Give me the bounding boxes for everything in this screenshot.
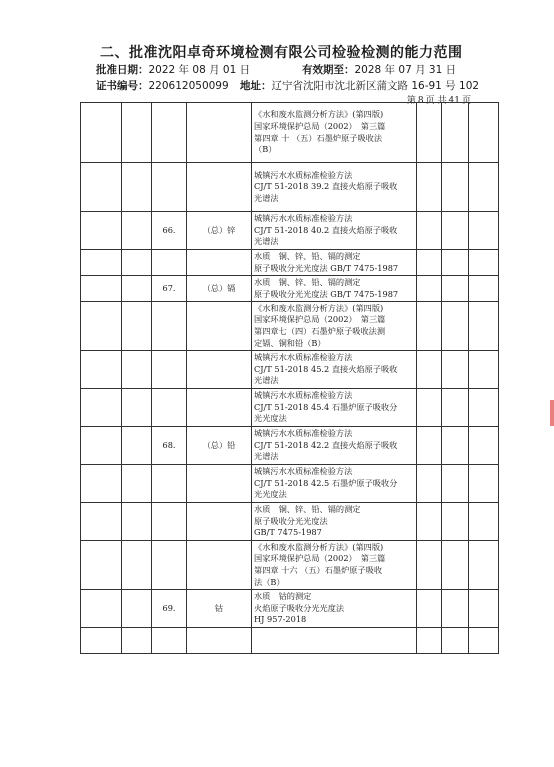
row-method [252,103,417,163]
table-row [81,541,499,590]
method-line: 光谱法 [254,192,279,203]
method-line: 水质 铜、锌、铅、镉的测定 [254,504,361,515]
certificate-number-label: 证书编号： [96,80,149,92]
certificate-number [96,78,229,93]
empty-cell [122,351,152,389]
row-method [252,250,417,276]
row-number [152,389,187,427]
valid-until-label: 有效期至： [302,64,355,76]
empty-cell [417,628,442,654]
empty-cell [81,250,122,276]
empty-cell [442,351,469,389]
table-row [81,628,499,654]
method-line: 《水和废水监测分析方法》(第四版) [254,541,384,552]
method-line: 光谱法 [254,451,279,462]
empty-cell [417,250,442,276]
row-method [252,276,417,302]
row-method [252,351,417,389]
empty-cell [81,541,122,590]
approve-date-value: 2022 年 08 月 01 日 [148,64,251,76]
row-number: 66. [152,212,187,250]
valid-until-value: 2028 年 07 月 31 日 [354,64,457,76]
certificate-number-value: 220612050099 [148,80,229,92]
empty-cell [442,427,469,465]
row-method [252,541,417,590]
empty-cell [417,163,442,212]
row-item: （总）镉 [187,276,252,302]
capability-table [80,102,499,654]
empty-cell [81,276,122,302]
empty-cell [469,465,499,503]
empty-cell [442,628,469,654]
row-number [152,351,187,389]
empty-cell [469,250,499,276]
table-row [81,503,499,541]
empty-cell [122,250,152,276]
row-item: （总）铅 [187,427,252,465]
approve-date [96,62,250,77]
empty-cell [81,212,122,250]
row-method [252,163,417,212]
method-line: 国家环境保护总局（2002） 第三篇 [254,314,386,325]
row-item [187,302,252,351]
row-item: 钴 [187,590,252,628]
row-number [152,465,187,503]
method-line: 国家环境保护总局（2002） 第三篇 [254,553,386,564]
row-item [187,389,252,427]
row-item [187,103,252,163]
method-line: （B） [254,144,277,155]
empty-cell [122,212,152,250]
table-row [81,163,499,212]
table-row [81,465,499,503]
row-method [252,590,417,628]
method-line: 定镉、铜和铅（B） [254,337,326,348]
empty-cell [469,212,499,250]
row-number [152,628,187,654]
edge-mark [550,400,554,426]
empty-cell [442,503,469,541]
row-item [187,628,252,654]
table-row [81,351,499,389]
method-line: 城镇污水水质标准检验方法 [254,428,353,439]
method-line: 原子吸收分光光度法 [254,515,328,526]
table-row [81,302,499,351]
empty-cell [122,389,152,427]
method-line: 《水和废水监测分析方法》(第四版) [254,109,384,120]
empty-cell [417,465,442,503]
empty-cell [442,302,469,351]
empty-cell [122,103,152,163]
page-title: 二、批准沈阳卓奇环境检测有限公司检验检测的能力范围 [100,45,463,61]
method-line: 光谱法 [254,375,279,386]
empty-cell [417,276,442,302]
empty-cell [442,276,469,302]
method-line: 城镇污水水质标准检验方法 [254,352,353,363]
method-line: 水质 铜、锌、铅、镉的测定 [254,250,361,261]
method-line: 城镇污水水质标准检验方法 [254,390,353,401]
empty-cell [122,628,152,654]
empty-cell [81,351,122,389]
method-line: GB/T 7475-1987 [254,527,322,538]
method-line: 原子吸收分光光度法 GB/T 7475-1987 [254,262,399,273]
empty-cell [122,465,152,503]
address [240,78,479,93]
empty-cell [442,541,469,590]
empty-cell [417,503,442,541]
empty-cell [417,212,442,250]
empty-cell [417,103,442,163]
table-row [81,389,499,427]
empty-cell [81,163,122,212]
empty-cell [81,503,122,541]
empty-cell [81,465,122,503]
empty-cell [442,465,469,503]
empty-cell [442,212,469,250]
empty-cell [469,628,499,654]
method-line: CJ/T 51-2018 45.2 直接火焰原子吸收 [254,363,398,374]
row-number [152,541,187,590]
address-label: 地址： [240,80,272,92]
row-method [252,389,417,427]
empty-cell [469,302,499,351]
row-number: 69. [152,590,187,628]
empty-cell [122,541,152,590]
empty-cell [442,590,469,628]
method-line: 城镇污水水质标准检验方法 [254,169,353,180]
method-line: 城镇污水水质标准检验方法 [254,466,353,477]
row-number [152,163,187,212]
row-item [187,465,252,503]
row-item [187,503,252,541]
method-line: 第四章 十 （五）石墨炉原子吸收法 [254,132,383,143]
method-line: 城镇污水水质标准检验方法 [254,213,353,224]
row-method [252,212,417,250]
row-number [152,503,187,541]
method-line: 光光度法 [254,489,287,500]
table-row [81,276,499,302]
method-line: CJ/T 51-2018 42.2 直接火焰原子吸收 [254,439,398,450]
valid-until [302,62,456,77]
row-item [187,351,252,389]
empty-cell [122,427,152,465]
method-line: 《水和废水监测分析方法》(第四版) [254,302,384,313]
row-number [152,250,187,276]
table-row [81,590,499,628]
row-item [187,163,252,212]
empty-cell [81,103,122,163]
row-number: 68. [152,427,187,465]
empty-cell [81,590,122,628]
empty-cell [442,103,469,163]
empty-cell [469,103,499,163]
address-value: 辽宁省沈阳市沈北新区蒲文路 16-91 号 102 [271,80,480,92]
row-method [252,503,417,541]
row-item [187,541,252,590]
row-method [252,465,417,503]
empty-cell [469,503,499,541]
empty-cell [122,276,152,302]
table-row [81,103,499,163]
method-line: 第四章七（四）石墨炉原子吸收法测 [254,326,386,336]
empty-cell [417,389,442,427]
row-item: （总）锌 [187,212,252,250]
method-line: 原子吸收分光光度法 GB/T 7475-1987 [254,288,399,299]
empty-cell [469,276,499,302]
empty-cell [122,503,152,541]
empty-cell [417,302,442,351]
empty-cell [469,541,499,590]
row-number [152,302,187,351]
empty-cell [469,427,499,465]
empty-cell [469,389,499,427]
empty-cell [417,427,442,465]
method-line: 光谱法 [254,236,279,247]
empty-cell [417,590,442,628]
method-line: HJ 957-2018 [254,614,307,625]
empty-cell [442,163,469,212]
method-line: CJ/T 51-2018 42.5 石墨炉原子吸收分 [254,477,398,488]
empty-cell [417,351,442,389]
method-line: CJ/T 51-2018 39.2 直接火焰原子吸收 [254,181,398,192]
page-number: 第 8 页 共 41 页 [406,96,471,106]
empty-cell [122,302,152,351]
row-item [187,250,252,276]
method-line: 火焰原子吸收分光光度法 [254,602,345,613]
empty-cell [122,163,152,212]
empty-cell [469,163,499,212]
row-method [252,628,417,654]
empty-cell [122,590,152,628]
empty-cell [442,250,469,276]
method-line: CJ/T 51-2018 40.2 直接火焰原子吸收 [254,224,398,235]
method-line: 水质 铜、锌、铅、镉的测定 [254,276,361,287]
row-method [252,427,417,465]
method-line: 法（B） [254,576,285,587]
row-number: 67. [152,276,187,302]
method-line: 光光度法 [254,413,287,424]
empty-cell [442,389,469,427]
table-row [81,212,499,250]
method-line: CJ/T 51-2018 45.4 石墨炉原子吸收分 [254,401,398,412]
table-row [81,427,499,465]
method-line: 水质 钴的测定 [254,591,312,602]
method-line: 国家环境保护总局（2002） 第三篇 [254,120,386,131]
row-method [252,302,417,351]
empty-cell [81,628,122,654]
method-line: 第四章 十六 （五）石墨炉原子吸收 [254,565,383,575]
empty-cell [81,389,122,427]
empty-cell [469,590,499,628]
table-row [81,250,499,276]
empty-cell [417,541,442,590]
approve-date-label: 批准日期： [96,64,149,76]
empty-cell [469,351,499,389]
empty-cell [81,302,122,351]
empty-cell [81,427,122,465]
row-number [152,103,187,163]
